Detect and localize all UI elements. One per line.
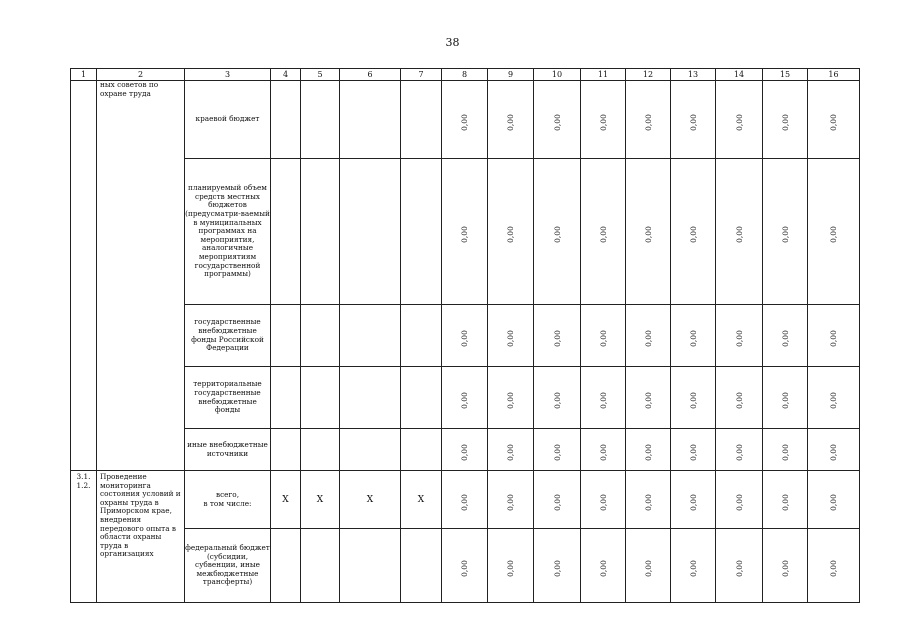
empty-cell [271, 429, 301, 471]
row-number-cell [71, 81, 97, 471]
empty-cell [301, 429, 340, 471]
value-cell: 0,00 [488, 159, 534, 305]
header-cell: 10 [534, 69, 581, 81]
value-cell: 0,00 [534, 159, 581, 305]
empty-cell [301, 305, 340, 367]
value-cell: 0,00 [716, 429, 763, 471]
value-cell: 0,00 [442, 471, 488, 529]
value-cell: 0,00 [488, 529, 534, 603]
value-cell: 0,00 [534, 305, 581, 367]
value-cell: 0,00 [488, 429, 534, 471]
value-cell: 0,00 [716, 367, 763, 429]
empty-cell [271, 159, 301, 305]
value-cell: 0,00 [626, 529, 671, 603]
value-cell: 0,00 [581, 471, 626, 529]
value-cell: 0,00 [808, 429, 860, 471]
value-cell: 0,00 [671, 159, 716, 305]
table-row [71, 367, 860, 429]
empty-cell [401, 81, 442, 159]
header-cell: 4 [271, 69, 301, 81]
budget-table [70, 68, 860, 603]
empty-cell [271, 81, 301, 159]
value-cell: 0,00 [626, 305, 671, 367]
value-cell: 0,00 [488, 471, 534, 529]
value-cell: 0,00 [534, 529, 581, 603]
value-cell: 0,00 [763, 429, 808, 471]
value-cell: 0,00 [488, 81, 534, 159]
header-cell: 11 [581, 69, 626, 81]
value-cell: 0,00 [808, 529, 860, 603]
value-cell: 0,00 [808, 81, 860, 159]
empty-cell [401, 159, 442, 305]
empty-cell [401, 305, 442, 367]
activity-name-cell: Проведение мониторинга состояния условий и охраны труда в Приморском крае, внедрения передового опыта в области охраны труда в организациях [97, 471, 185, 603]
empty-cell [340, 159, 401, 305]
value-cell: 0,00 [763, 159, 808, 305]
empty-cell [301, 367, 340, 429]
header-cell: 2 [97, 69, 185, 81]
funding-source-cell: федеральный бюджет (субсидии, субвенции, иные межбюджетные трансферты) [185, 529, 271, 603]
page-number: 38 [445, 36, 460, 49]
value-cell: 0,00 [671, 529, 716, 603]
header-cell: 7 [401, 69, 442, 81]
value-cell: 0,00 [716, 471, 763, 529]
value-cell: 0,00 [488, 367, 534, 429]
value-cell: 0,00 [442, 429, 488, 471]
header-cell: 5 [301, 69, 340, 81]
header-cell: 3 [185, 69, 271, 81]
table-row [71, 81, 860, 159]
table-row [71, 159, 860, 305]
empty-cell [301, 529, 340, 603]
value-cell: 0,00 [534, 367, 581, 429]
header-cell: 13 [671, 69, 716, 81]
x-mark-cell: X [340, 471, 401, 529]
x-mark-cell: X [271, 471, 301, 529]
value-cell: 0,00 [581, 305, 626, 367]
value-cell: 0,00 [442, 305, 488, 367]
table-row [71, 429, 860, 471]
header-cell: 16 [808, 69, 860, 81]
empty-cell [340, 367, 401, 429]
header-row [71, 69, 860, 81]
header-cell: 15 [763, 69, 808, 81]
x-mark-cell: X [301, 471, 340, 529]
funding-source-cell: территориальные государственные внебюджетные фонды [185, 367, 271, 429]
value-cell: 0,00 [626, 429, 671, 471]
funding-source-cell: планируемый объем средств местных бюджетов (предусматри-ваемый в муниципальных программах на мероприятия, аналогичные мероприятиям государственной программы) [185, 159, 271, 305]
empty-cell [401, 529, 442, 603]
funding-source-cell: государственные внебюджетные фонды Российской Федерации [185, 305, 271, 367]
value-cell: 0,00 [808, 471, 860, 529]
value-cell: 0,00 [763, 471, 808, 529]
header-cell: 14 [716, 69, 763, 81]
value-cell: 0,00 [581, 429, 626, 471]
activity-name-cell: ных советов по охране труда [97, 81, 185, 471]
empty-cell [301, 81, 340, 159]
empty-cell [340, 429, 401, 471]
value-cell: 0,00 [763, 81, 808, 159]
x-mark-cell: X [401, 471, 442, 529]
value-cell: 0,00 [716, 159, 763, 305]
value-cell: 0,00 [442, 367, 488, 429]
value-cell: 0,00 [626, 367, 671, 429]
value-cell: 0,00 [626, 81, 671, 159]
value-cell: 0,00 [763, 305, 808, 367]
value-cell: 0,00 [671, 305, 716, 367]
value-cell: 0,00 [534, 81, 581, 159]
value-cell: 0,00 [763, 529, 808, 603]
empty-cell [271, 305, 301, 367]
table-row [71, 529, 860, 603]
value-cell: 0,00 [763, 367, 808, 429]
header-cell: 1 [71, 69, 97, 81]
empty-cell [340, 305, 401, 367]
funding-source-cell: иные внебюджетные источники [185, 429, 271, 471]
header-cell: 8 [442, 69, 488, 81]
empty-cell [301, 159, 340, 305]
value-cell: 0,00 [581, 367, 626, 429]
value-cell: 0,00 [808, 305, 860, 367]
value-cell: 0,00 [671, 429, 716, 471]
value-cell: 0,00 [716, 305, 763, 367]
value-cell: 0,00 [581, 529, 626, 603]
value-cell: 0,00 [626, 471, 671, 529]
value-cell: 0,00 [716, 81, 763, 159]
empty-cell [340, 81, 401, 159]
header-cell: 12 [626, 69, 671, 81]
value-cell: 0,00 [808, 159, 860, 305]
value-cell: 0,00 [442, 529, 488, 603]
row-number-cell: 3.1. 1.2. [71, 471, 97, 603]
empty-cell [271, 529, 301, 603]
value-cell: 0,00 [626, 159, 671, 305]
empty-cell [340, 529, 401, 603]
value-cell: 0,00 [534, 471, 581, 529]
value-cell: 0,00 [442, 159, 488, 305]
empty-cell [271, 367, 301, 429]
value-cell: 0,00 [581, 159, 626, 305]
empty-cell [401, 367, 442, 429]
header-cell: 6 [340, 69, 401, 81]
value-cell: 0,00 [671, 471, 716, 529]
funding-source-cell: краевой бюджет [185, 81, 271, 159]
header-cell: 9 [488, 69, 534, 81]
table-row [71, 471, 860, 529]
value-cell: 0,00 [716, 529, 763, 603]
value-cell: 0,00 [534, 429, 581, 471]
value-cell: 0,00 [808, 367, 860, 429]
funding-source-cell: всего, в том числе: [185, 471, 271, 529]
value-cell: 0,00 [581, 81, 626, 159]
value-cell: 0,00 [442, 81, 488, 159]
empty-cell [401, 429, 442, 471]
table-row [71, 305, 860, 367]
value-cell: 0,00 [671, 81, 716, 159]
value-cell: 0,00 [488, 305, 534, 367]
value-cell: 0,00 [671, 367, 716, 429]
